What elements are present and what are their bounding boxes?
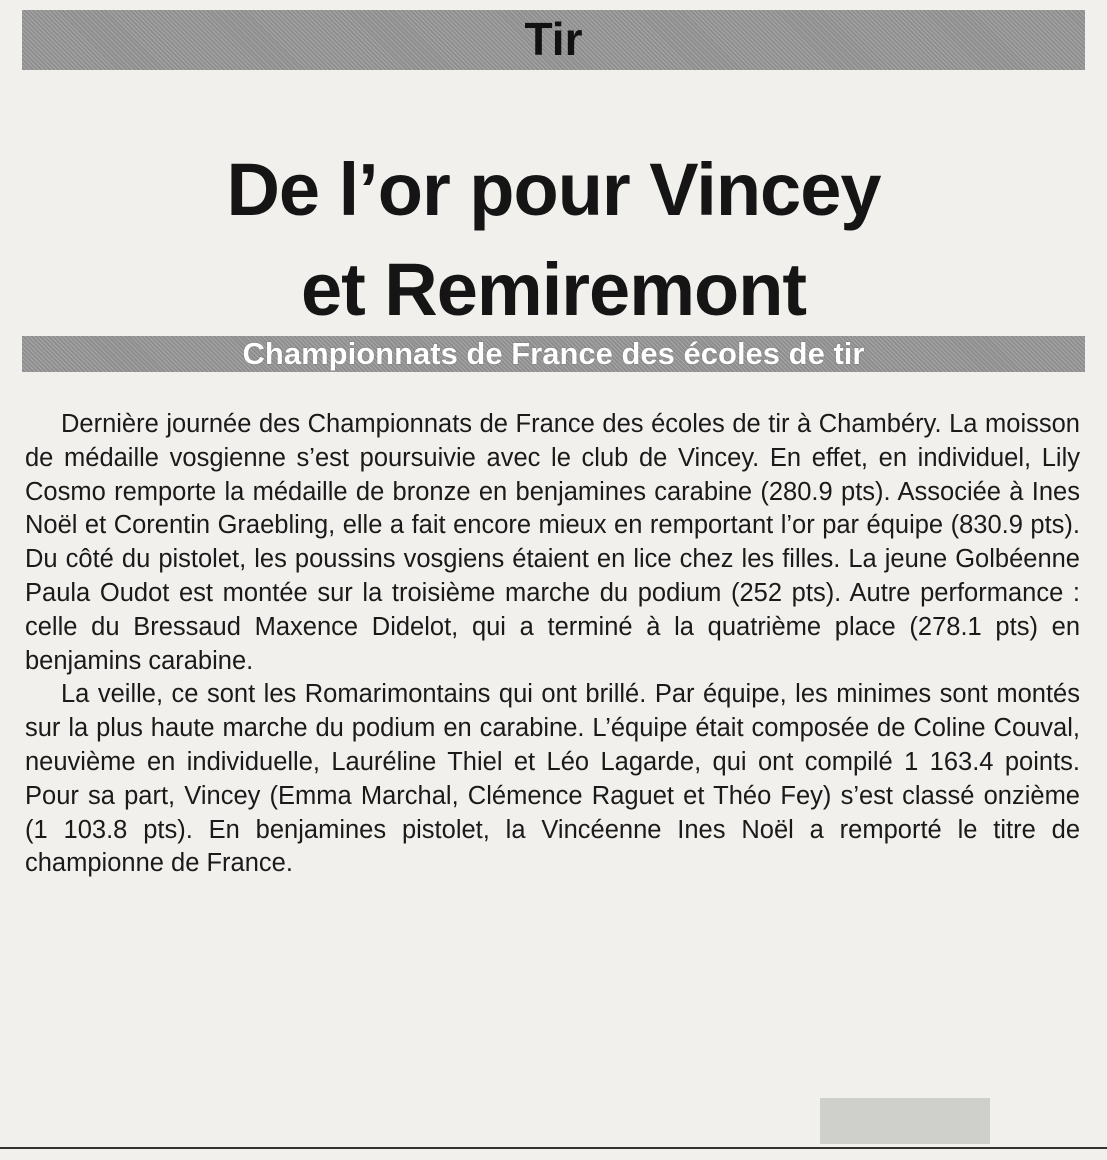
rubric-label: Tir bbox=[524, 13, 583, 65]
article-body bbox=[25, 408, 1080, 881]
headline bbox=[22, 140, 1085, 340]
article-paragraph-2: La veille, ce sont les Romarimontains qui ont brillé. Par équipe, les minimes sont montés sur la plus haute marche du podium en carabine. L’équipe était composée de Coline Couval, neuvième en individuelle, Lauréline Thiel et Léo Lagarde, qui ont compilé 1 163.4 points. Pour sa part, Vincey (Emma Marchal, Clémence Raguet et Théo Fey) s’est classé onzième (1 103.8 pts). En benjamines pistolet, la Vincéenne Ines Noël a remporté le titre de championne de France. bbox=[25, 680, 1080, 878]
headline-line-2: et Remiremont bbox=[300, 248, 807, 331]
article-paragraph-1: Dernière journée des Championnats de France des écoles de tir à Chambéry. La moisson de médaille vosgienne s’est poursuivie avec le club de Vincey. En effet, en individuel, Lily Cosmo remporte la médaille de bronze en benjamines carabine (280.9 pts). Associée à Ines Noël et Corentin Graebling, elle a fait encore mieux en remportant l’or par équipe (830.9 pts). Du côté du pistolet, les poussins vosgiens étaient en lice chez les filles. La jeune Golbéenne Paula Oudot est montée sur la troisième marche du podium (252 pts). Autre performance : celle du Bressaud Maxence Didelot, qui a terminé à la quatrième place (278.1 pts) en benjamins carabine. bbox=[25, 410, 1080, 675]
footer-divider bbox=[0, 1147, 1107, 1149]
headline-line-1: De l’or pour Vincey bbox=[226, 148, 881, 231]
subheadline-band bbox=[22, 336, 1085, 372]
show-through-box bbox=[820, 1098, 990, 1144]
subheadline: Championnats de France des écoles de tir bbox=[242, 336, 865, 371]
rubric-band bbox=[22, 10, 1085, 70]
